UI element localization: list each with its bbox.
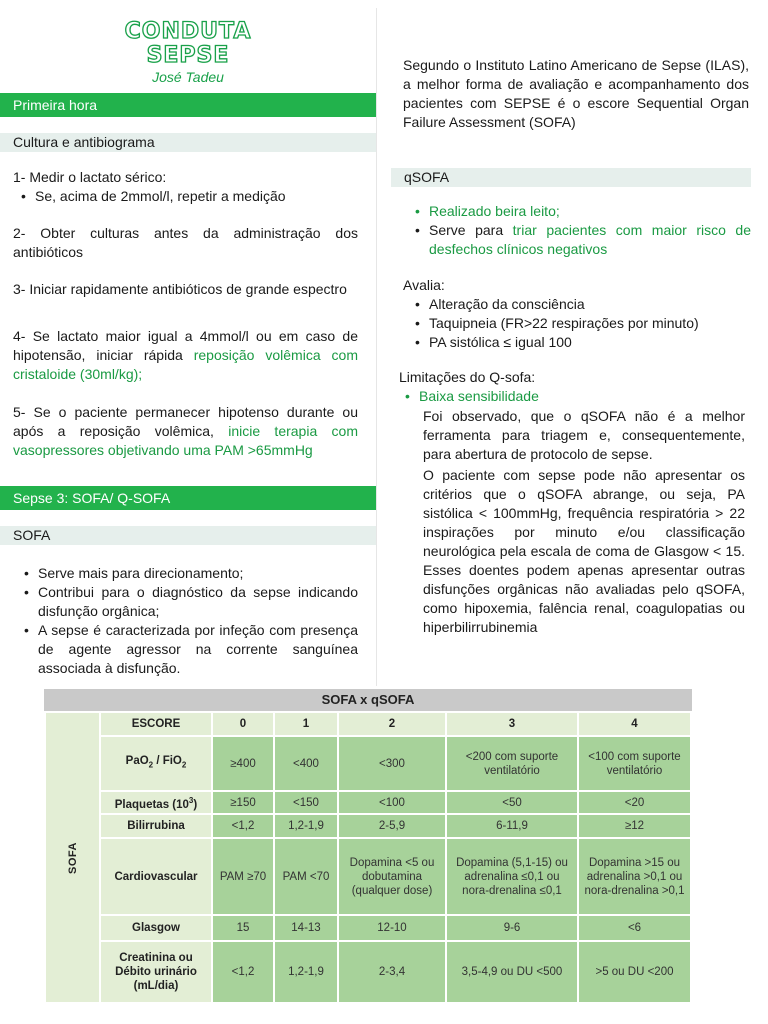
sofa-qsofa-table [44, 689, 692, 1002]
table-cell: >5 ou DU <200 [578, 941, 691, 1003]
avalia-label: Avalia: [403, 277, 445, 293]
table-side-label [45, 712, 100, 1003]
table-row [45, 791, 691, 814]
step-2: 2- Obter culturas antes da administração dos antibióticos [13, 225, 358, 260]
table-cell: Dopamina >15 ou adrenalina >0,1 ou nora-drenalina >0,1 [578, 838, 691, 915]
right-column [391, 0, 768, 686]
sofa-table [44, 711, 692, 1004]
table-header-cell: 4 [578, 712, 691, 736]
row-label: Creatinina ou Débito urinário (mL/dia) [100, 941, 212, 1003]
subsection-sofa: SOFA [0, 526, 376, 545]
author-name: José Tadeu [152, 69, 224, 85]
intro-paragraph: Segundo o Instituto Latino Americano de Sepse (ILAS), a melhor forma de avaliação e acompanhamento dos pacientes com SEPSE é o escore Sequential Organ Failure Assessment (SOFA) [403, 57, 749, 130]
left-column [0, 0, 376, 686]
limitacoes-list [403, 387, 749, 406]
table-cell: <1,2 [212, 814, 274, 838]
table-row [45, 736, 691, 791]
step-1-text: 1- Medir o lactato sérico: [13, 169, 167, 185]
table-header-cell: 0 [212, 712, 274, 736]
row-label: Cardiovascular [100, 838, 212, 915]
row-label: Plaquetas $(10^3)$ [100, 791, 212, 814]
table-cell: 1,2-1,9 [274, 814, 338, 838]
table-header-cell: 1 [274, 712, 338, 736]
row-label: Bilirrubina [100, 814, 212, 838]
table-header-cell: ESCORE [100, 712, 212, 736]
step-1-sub: • Se, acima de 2mmol/l, repetir a medição [19, 187, 358, 206]
title-line-1: CONDUTA [124, 19, 252, 44]
table-cell: 9-6 [446, 915, 578, 941]
limitacoes-item: • Baixa sensibilidade [403, 387, 749, 406]
table-cell: Dopamina (5,1-15) ou adrenalina ≤0,1 ou nora-drenalina ≤0,1 [446, 838, 578, 915]
table-cell: <6 [578, 915, 691, 941]
limitacoes-paragraph-1: Foi observado, que o qSOFA não é a melhor ferramenta para triagem e, consequentemente, para abertura de protocolo de sepse. [423, 408, 745, 462]
step-4 [13, 327, 358, 384]
section-bar-primeira-hora: Primeira hora [0, 93, 376, 117]
table-cell: <200 com suporte ventilatório [446, 736, 578, 791]
column-divider [376, 8, 377, 686]
sofa-bullet: • A sepse é caracterizada por infeção com presença de agente agressor na corrente sanguínea associada à disfunção. [22, 621, 358, 678]
table-cell: 3,5-4,9 ou DU <500 [446, 941, 578, 1003]
table-cell: <300 [338, 736, 446, 791]
table-cell: 2-5,9 [338, 814, 446, 838]
step-1 [13, 168, 358, 206]
table-cell: <100 [338, 791, 446, 814]
qsofa-bullet-2-highlight: triar pacientes com maior risco de desfechos clínicos negativos [429, 222, 751, 257]
table-cell: <50 [446, 791, 578, 814]
table-cell: <100 com suporte ventilatório [578, 736, 691, 791]
qsofa-bullet-2-text: Serve para [429, 222, 513, 238]
table-cell: 1,2-1,9 [274, 941, 338, 1003]
table-cell: <400 [274, 736, 338, 791]
step-5-text: 5- Se o paciente permanecer hipotenso durante ou após a reposição volêmica, [13, 404, 358, 439]
title-block [60, 20, 316, 85]
table-cell: ≥12 [578, 814, 691, 838]
table-title: SOFA x qSOFA [44, 689, 692, 711]
table-cell: 12-10 [338, 915, 446, 941]
section-bar-sepse3: Sepse 3: SOFA/ Q-SOFA [0, 486, 376, 510]
table-cell: PAM ≥70 [212, 838, 274, 915]
avalia-list [413, 295, 751, 352]
qsofa-bullet-2 [413, 221, 751, 259]
step-4-highlight: reposição volêmica com cristaloide (30ml/kg); [13, 347, 359, 382]
subsection-qsofa: qSOFA [391, 168, 751, 187]
table-header-cell: 2 [338, 712, 446, 736]
qsofa-bullets [413, 202, 751, 259]
subsection-cultura: Cultura e antibiograma [0, 133, 376, 152]
table-cell: 6-11,9 [446, 814, 578, 838]
limitacoes-label: Limitações do Q-sofa: [399, 369, 536, 385]
step-5-highlight: inicie terapia com vasopressores objetivando uma PAM >65mmHg [13, 423, 358, 458]
table-row [45, 941, 691, 1003]
table-row [45, 915, 691, 941]
row-label: Glasgow [100, 915, 212, 941]
row-label: PaO$_2$ / FiO$_2$ [100, 736, 212, 791]
table-row [45, 838, 691, 915]
limitacoes-paragraph-2: O paciente com sepse pode não apresentar os critérios que o qSOFA abrange, ou seja, PA sistólica < 100mmHg, frequência respiratória > 22 inspirações por minuto e/ou classificação neurológica pela escala de coma de Glasgow < 15. Esses doentes podem apenas apresentar outras disfunções orgânicas não avaliadas pelo qSOFA, como hipoxemia, falência renal, coagulopatias ou hiperbilirrubinemia [423, 467, 745, 635]
table-header-cell: 3 [446, 712, 578, 736]
avalia-item: • PA sistólica ≤ igual 100 [413, 333, 751, 352]
table-cell: <150 [274, 791, 338, 814]
step-5 [13, 403, 358, 460]
step-1-list [19, 187, 358, 206]
sofa-bullet: • Serve mais para direcionamento; [22, 564, 358, 583]
step-3: 3- Iniciar rapidamente antibióticos de grande espectro [13, 281, 347, 297]
qsofa-bullet-1: • Realizado beira leito; [413, 202, 751, 221]
table-cell: Dopamina <5 ou dobutamina (qualquer dose) [338, 838, 446, 915]
table-header-row [45, 712, 691, 736]
table-cell: 15 [212, 915, 274, 941]
avalia-item: • Alteração da consciência [413, 295, 751, 314]
table-cell: <20 [578, 791, 691, 814]
table-cell: <1,2 [212, 941, 274, 1003]
table-cell: 2-3,4 [338, 941, 446, 1003]
sofa-bullets [22, 564, 358, 678]
table-row [45, 814, 691, 838]
sofa-bullet: • Contribui para o diagnóstico da sepse indicando disfunção orgânica; [22, 583, 358, 621]
title-line-2: SEPSE [146, 43, 230, 68]
avalia-item: • Taquipneia (FR>22 respirações por minuto) [413, 314, 751, 333]
step-4-text: 4- Se lactato maior igual a 4mmol/l ou em caso de hipotensão, iniciar rápida [13, 328, 358, 363]
table-cell: PAM <70 [274, 838, 338, 915]
table-cell: ≥150 [212, 791, 274, 814]
table-cell: ≥400 [212, 736, 274, 791]
table-cell: 14-13 [274, 915, 338, 941]
table-side-text: SOFA [66, 841, 79, 874]
